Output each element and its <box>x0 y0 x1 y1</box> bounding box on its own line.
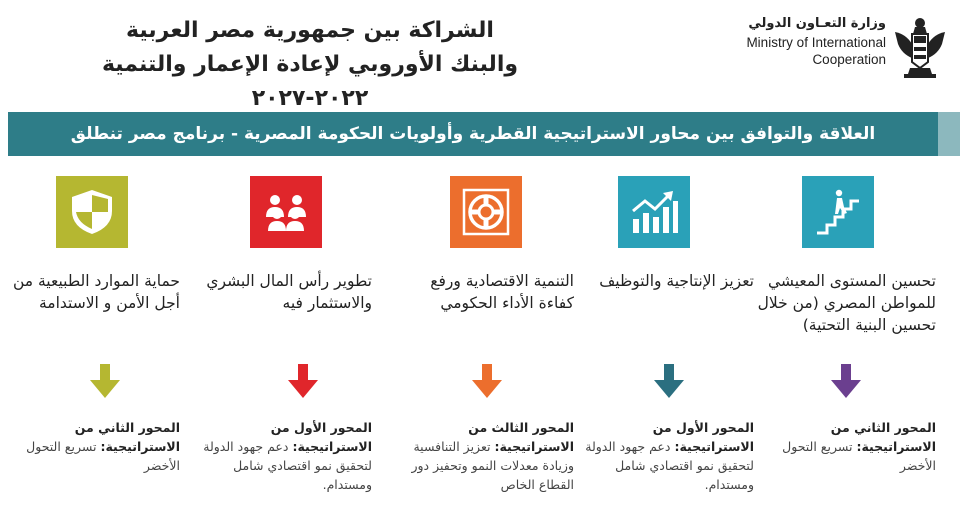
axis-heading: المحور الثاني من <box>830 420 936 435</box>
axis-label: الاستراتيجية: <box>494 439 574 454</box>
lifebuoy-icon <box>461 187 511 237</box>
priority-title: تعزيز الإنتاجية والتوظيف <box>599 272 754 290</box>
ministry-name-en-2: Cooperation <box>812 52 886 67</box>
axis-label: الاستراتيجية: <box>856 439 936 454</box>
strategy-axis <box>192 418 372 494</box>
ministry-name <box>724 14 886 68</box>
priority-icon-box <box>450 176 522 248</box>
strategy-axis <box>394 418 574 494</box>
axis-label: الاستراتيجية: <box>100 439 180 454</box>
banner-text: العلاقة والتوافق بين محاور الاستراتيجية القطرية وأولويات الحكومة المصرية - برنامج مصر تنطلق <box>70 124 876 144</box>
header-title <box>60 14 560 116</box>
priority-title: تحسين المستوى المعيشي للمواطن المصري (من خلال تحسين البنية التحتية) <box>757 272 936 334</box>
down-arrow-icon <box>831 364 861 398</box>
priority-column-living-standard <box>756 172 936 506</box>
axis-heading: المحور الثاني من <box>74 420 180 435</box>
axis-label: الاستراتيجية: <box>292 439 372 454</box>
priority-column-economic-development <box>394 172 574 506</box>
axis-text: تسريع التحول الأخضر <box>782 439 936 473</box>
down-arrow-icon <box>288 364 318 398</box>
ministry-name-ar: وزارة التعـاون الدولي <box>748 16 886 31</box>
people-group-icon <box>261 187 311 237</box>
axis-heading: المحور الثالث من <box>468 420 574 435</box>
down-arrow-icon <box>654 364 684 398</box>
axis-text: تسريع التحول الأخضر <box>26 439 180 473</box>
priority-icon-box <box>618 176 690 248</box>
priority-icon-box <box>56 176 128 248</box>
strategy-axis <box>0 418 180 475</box>
ministry-logo <box>724 14 954 84</box>
priority-title: التنمية الاقتصادية ورفع كفاءة الأداء الحكومي <box>430 272 574 312</box>
axis-text: دعم جهود الدولة لتحقيق نمو اقتصادي شامل ومستدام. <box>585 439 754 492</box>
axis-heading: المحور الأول من <box>652 420 754 435</box>
priority-title: حماية الموارد الطبيعية من أجل الأمن و الاستدامة <box>12 272 180 312</box>
strategy-axis <box>574 418 754 494</box>
shield-icon <box>67 187 117 237</box>
priority-icon-box <box>802 176 874 248</box>
strategy-axis <box>756 418 936 475</box>
banner <box>0 112 960 156</box>
growth-chart-icon <box>629 187 679 237</box>
priority-title: تطوير رأس المال البشري والاستثمار فيه <box>206 272 372 312</box>
axis-heading: المحور الأول من <box>270 420 372 435</box>
axis-text: تعزيز التنافسية وزيادة معدلات النمو وتحفيز دور القطاع الخاص <box>411 439 574 492</box>
down-arrow-icon <box>90 364 120 398</box>
priority-column-productivity <box>574 172 754 506</box>
title-line-1: الشراكة بين جمهورية مصر العربية <box>126 18 494 43</box>
stairs-person-icon <box>813 187 863 237</box>
priority-icon-box <box>250 176 322 248</box>
title-line-2: والبنك الأوروبي لإعادة الإعمار والتنمية ٢٠٢٢-٢٠٢٧ <box>101 52 519 111</box>
eagle-emblem-icon <box>892 14 948 80</box>
axis-label: الاستراتيجية: <box>674 439 754 454</box>
priority-column-natural-resources <box>0 172 180 506</box>
axis-text: دعم جهود الدولة لتحقيق نمو اقتصادي شامل ومستدام. <box>203 439 372 492</box>
priority-column-human-capital <box>192 172 372 506</box>
down-arrow-icon <box>472 364 502 398</box>
ministry-name-en-1: Ministry of International <box>746 35 886 50</box>
